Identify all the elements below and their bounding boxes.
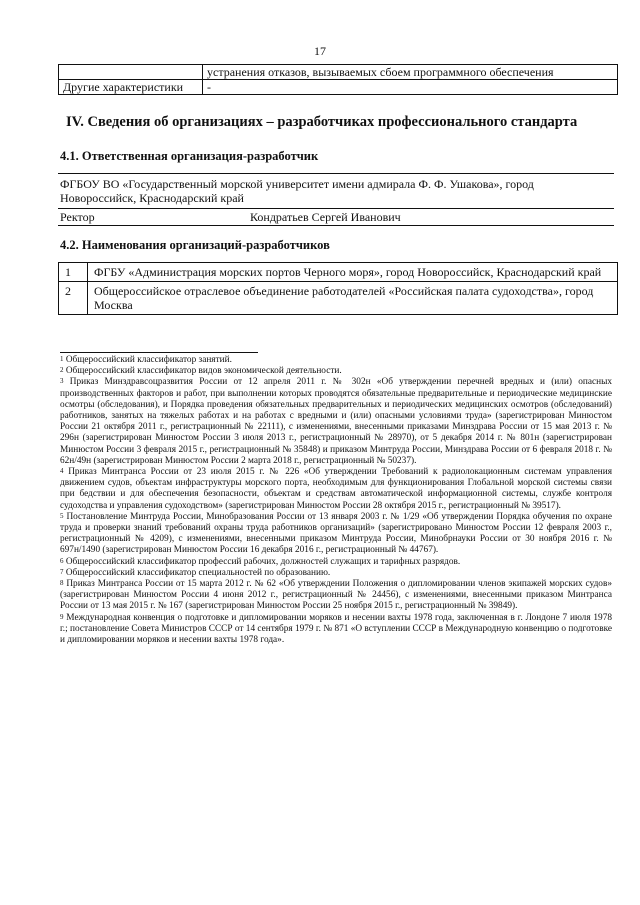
footnote-number: 3 xyxy=(60,377,64,386)
organization-name: Общероссийское отраслевое объединение работодателей «Российская палата судоходства», город Москва xyxy=(88,282,618,315)
table-cell-label xyxy=(59,65,203,80)
footnotes xyxy=(60,355,612,646)
footnote-number: 6 xyxy=(60,556,64,565)
table-row xyxy=(59,65,618,80)
footnote xyxy=(60,568,612,579)
footnote-text: Международная конвенция о подготовке и дипломировании моряков и несении вахты 1978 года, заключенная в г. Лондоне 7 июля 1978 г.; постановление Совета Министров СССР от 14 сентября 1979 г. № 871 «О вступлении СССР в Международную конвенцию о подготовке и дипломировании моряков и несении вахты 1978 года». xyxy=(60,612,612,646)
footnote-text: Постановление Минтруда России, Минобразования России от 13 января 2003 г. № 1/29 «Об утверждении Порядка обучения по охране труда и проверки знаний требований охраны труда работников организаций» (зарегистрировано Минюстом России 12 февраля 2003 г., регистрационный № 4209), с изменениями, внесенными приказом Минтруда России, Минобрнауки России от 30 ноября 2016 г. № 697н/1490 (зарегистрирован Минюстом России 16 декабря 2016 г., регистрационный № 44767). xyxy=(60,511,612,556)
footnote-text: Приказ Минтранса России от 23 июля 2015 г. № 226 «Об утверждении Требований к радиолокационным системам управления движением судов, объектам инфраструктуры морского порта, необходимым для функционирования Глобальной морской системы связи при бедствии и для обеспечения безопасности, объектам и средствам автоматической информационной системы, службе контроля судоходства и управления судоходством» (зарегистрирован Минюстом России 28 октября 2015 г., регистрационный № 39517). xyxy=(60,467,612,511)
footnote xyxy=(60,512,612,557)
subsection-title: 4.1. Ответственная организация-разработчик xyxy=(60,149,319,163)
head-name: Кондратьев Сергей Иванович xyxy=(250,210,401,224)
organization-name: ФГБОУ ВО «Государственный морской университет имени адмирала Ф. Ф. Ушакова», город Новороссийск, Краснодарский край xyxy=(58,173,614,209)
responsible-organization xyxy=(58,173,614,226)
footnote xyxy=(60,377,612,467)
section-title: IV. Сведения об организациях – разработчиках профессионального стандарта xyxy=(66,114,578,130)
footnote-separator xyxy=(60,352,258,353)
footnote-text: Общероссийский классификатор занятий. xyxy=(63,355,232,365)
table-cell-value: - xyxy=(203,80,618,95)
footnote-text: Общероссийский классификатор видов экономической деятельности. xyxy=(63,366,342,377)
footnote xyxy=(60,355,612,366)
footnote-number: 8 xyxy=(60,579,64,588)
footnote-text: Общероссийский классификатор специальностей по образованию. xyxy=(63,567,331,578)
row-number: 2 xyxy=(59,282,88,315)
head-role: Ректор xyxy=(60,210,95,224)
footnote-text: Приказ Минтранса России от 15 марта 2012 г. № 62 «Об утверждении Положения о дипломировании членов экипажей морских судов» (зарегистрирован Минюстом России 4 июня 2012 г., регистрационный № 24456), с изменениями, внесенными приказом Минтранса России от 13 мая 2015 г. № 167 (зарегистрирован Минюстом России 25 ноября 2015 г., регистрационный № 39849). xyxy=(60,579,612,612)
footnote-number: 9 xyxy=(60,612,64,621)
footnote-number: 2 xyxy=(60,366,64,375)
footnote-text: Общероссийский классификатор профессий рабочих, должностей служащих и тарифных разрядов. xyxy=(63,556,461,567)
organization-head xyxy=(58,209,614,226)
page-number: 17 xyxy=(314,44,326,58)
characteristics-table xyxy=(58,64,618,95)
footnote xyxy=(60,467,612,512)
footnote-number: 4 xyxy=(60,467,64,476)
row-number: 1 xyxy=(59,263,88,282)
footnote xyxy=(60,579,612,613)
footnote xyxy=(60,613,612,647)
footnote-number: 5 xyxy=(60,511,64,520)
developer-organizations-table xyxy=(58,262,618,315)
footnote xyxy=(60,557,612,568)
table-row xyxy=(59,263,618,282)
subsection-title: 4.2. Наименования организаций-разработчиков xyxy=(60,238,330,252)
table-cell-value: устранения отказов, вызываемых сбоем программного обеспечения xyxy=(203,65,618,80)
footnote-number: 1 xyxy=(60,355,64,363)
footnote-text: Приказ Минздравсоцразвития России от 12 апреля 2011 г. № 302н «Об утверждении перечней вредных и (или) опасных производственных факторов и работ, при выполнении которых проводятся обязательные предварительные и периодические медицинские осмотры (обследования), и Порядка проведения обязательных предварительных и периодических медицинских осмотров (обследований) работников, занятых на тяжелых работах и на работах с вредными и (или) опасными условиями труда» (зарегистрирован Минюстом России 21 октября 2011 г., регистрационный № 22111), с изменениями, внесенными приказами Минздрава России от 15 мая 2013 г. № 296н (зарегистрирован Минюстом России 3 июля 2013 г., регистрационный № 28970), от 5 декабря 2014 г. № 801н (зарегистрирован Минюстом России 3 февраля 2015 г., регистрационный № 35848) и приказом Минтруда России, Минздрава России от 6 февраля 2018 г. № 62н/49н (зарегистрирован Минюстом России 2 марта 2018 г., регистрационный № 50237). xyxy=(60,377,612,466)
organization-name: ФГБУ «Администрация морских портов Черного моря», город Новороссийск, Краснодарский край xyxy=(88,263,618,282)
table-row xyxy=(59,282,618,315)
footnote-number: 7 xyxy=(60,567,64,576)
table-cell-label: Другие характеристики xyxy=(59,80,203,95)
table-row xyxy=(59,80,618,95)
footnote xyxy=(60,366,612,377)
